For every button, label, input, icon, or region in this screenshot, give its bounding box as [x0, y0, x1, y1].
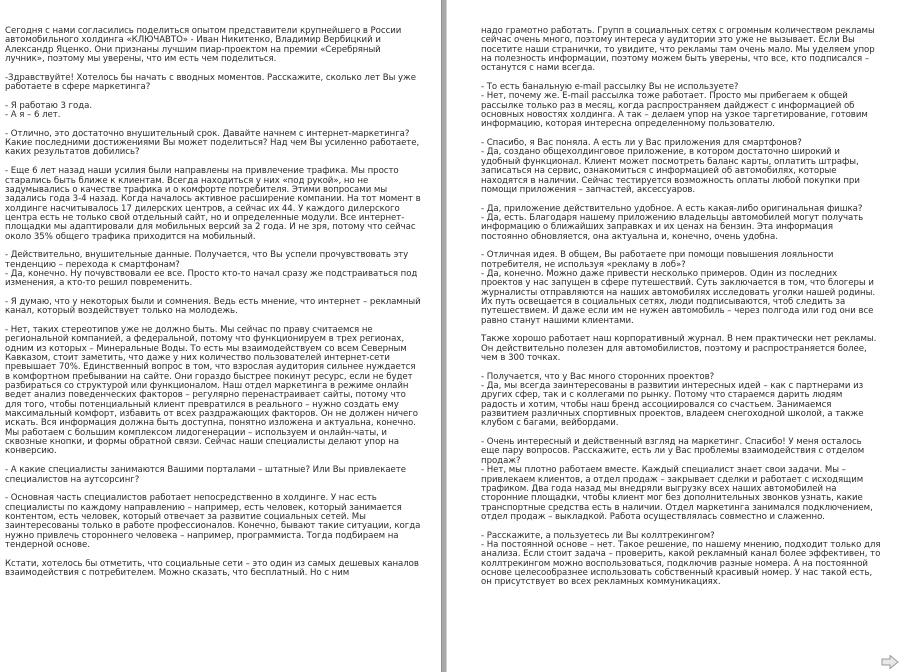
paragraph: - Я думаю, что у некоторых были и сомнения. Ведь есть мнение, что интернет – рекламный канал, который воздействует только на молодежь. — [5, 296, 424, 317]
next-page-arrow-icon — [881, 655, 899, 669]
paragraph: - Отлично, это достаточно внушительный срок. Давайте начнем с интернет-маркетинга? Какие последними достижениями Вы может поделиться? Над чем Вы усиленно работаете, каких результатов добились? — [5, 128, 422, 158]
next-page-arrow-icon[interactable] — [881, 654, 899, 668]
paragraph: - Я работаю 3 года. - А я – 6 лет. — [5, 100, 93, 121]
paragraph: - Основная часть специалистов работает непосредственно в холдинге. У нас есть специалисты по каждому направлению – например, есть человек, который занимается контентом, есть человек, который отвечает за развитие социальных сетей. Мы заинтересованы только в работе профессионалов. Конечно, бывают такие ситуации, когда нужно привлечь стороннего человека – например, программиста. Тогда подбираем на тендерной основе. — [5, 493, 423, 550]
paragraph: Сегодня с нами согласились поделиться опытом представители крупнейшего в России автомобильного холдинга «КЛЮЧАВТО» - Иван Никитенко, Владимир Вербицкий и Александр Яценко. Они признаны лучшим пиар-проектом на премии «Серебряный лучник», поэтому мы уверены, что им есть чем поделиться. — [5, 26, 404, 65]
paragraph: - Очень интересный и действенный взгляд на маркетинг. Спасибо! У меня осталось еще пару вопросов. Расскажите, есть ли у Вас проблемы взаимодействия с отделом продаж? - Нет, мы плотно работаем вместе. Каждый специалист знает свои задачи. Мы – привлекаем клиентов, а отдел продаж – закрывает сделки и работает с исходящим трафиком. Два года назад мы внедряли выгрузку всех наших автомобилей на сторонние площадки, чтобы клиент мог без дополнительных звонков узнать, какие транспортные средства есть в наличии. Отдел маркетинга занимался подключением, отдел продаж – выкладкой. Работа осуществлялась совместно и слаженно. — [481, 437, 873, 522]
paragraph: надо грамотно работать. Групп в социальных сетях с огромным количеством рекламы сейчас очень много, поэтому интереса у аудитории это уже не вызывает. Если Вы посетите наши странички, то увидите, что рекламы там очень мало. Мы уделяем упор на полезность информации, поэтому можем быть уверены, что все, кто подписался – останутся с нами всегда. — [481, 26, 878, 74]
paragraph: - То есть банальную e-mail рассылку Вы не используете? - Нет, почему же. E-mail рассылка тоже работает. Просто мы прибегаем к общей рассылке только раз в месяц, когда распространяем дайджест с информацией об основных новостях холдинга. А так – делаем упор на узкое таргетирование, готовим информацию, которая интересна определенному пользователю. — [481, 82, 868, 130]
paragraph: - Отличная идея. В общем, Вы работаете при помощи повышения лояльности потребителя, не используя «рекламу в лоб»? - Да, конечно. Можно даже привести несколько примеров. Один из последних проектов у нас запущен в сфере путешествий. Суть заключается в том, что блогеры и журналисты отправляются на наших автомобилях исследовать уголки нашей родины. Их путь освещается в социальных сетях, люди подписываются, чтоб следить за путешествием. И даже если им не нужен автомобиль – через полгода или год они все равно станут нашими клиентами. — [481, 250, 876, 326]
paragraph: Также хорошо работает наш корпоративный журнал. В нем практически нет рекламы. Он действительно полезен для автомобилистов, поэтому и распространяется более, чем в 300 точках. — [481, 334, 880, 364]
paragraph: - Расскажите, а пользуетесь ли Вы коллтрекингом? - На постоянной основе – нет. Такое решение, по нашему мнению, подходит только для анализа. Если стоит задача – проверить, какой рекламный канал более эффективен, то коллтрекингом можно воспользоваться, подключив разные номера. А на постоянной основе целесообразнее использовать собственный красивый номер. У нас такой есть, он присутствует во всех рекламных коммуникациях. — [481, 530, 881, 588]
left-page — [0, 0, 441, 672]
paragraph: - Нет, таких стереотипов уже не должно быть. Мы сейчас по праву считаемся не региональной компанией, а федеральной, потому что функционируем в трех регионах, одним из которых – Минеральные Воды. То есть мы взаимодействуем со всем Северным Кавказом, стоит заметить, что даже у них количество пользователей интернет-сети превышает 70%. Единственный вопрос в том, что взрослая аудитория сильнее нуждается в комфортном пребывании на сайте. Они гораздо быстрее покинут ресурс, если не будет разбираться со структурой или функционалом. Наш отдел маркетинга в режиме онлайн ведет анализ поведенческих факторов – регулярно перенастраивает сайты, потому что для того, чтобы потенциальный клиент превратился в реального – нужно создать ему максимальный комфорт, избавить от всех раздражающих факторов. Он не должен ничего искать. Вся информация должна быть доступна, понятно изложена и актуальна, конечно. Мы работаем с большим комплексом лидогенерации – используем и онлайн-чаты, и сквозные кнопки, и формы обратной связи. Сейчас наши специалисты делают упор на конверсию. — [5, 325, 421, 457]
paragraph: - Спасибо, я Вас поняла. А есть ли у Вас приложения для смартфонов? - Да, создано общехолдинговое приложение, в котором достаточно широкий и удобный функционал. Клиент может посмотреть баланс карты, оплатить штрафы, записаться на сервис, ознакомиться с информацией об автомобилях, которые находятся в наличии. Сейчас тестируется возможность оплаты любой покупки при помощи приложения – запчастей, аксессуаров. — [481, 138, 860, 195]
paragraph: - А какие специалисты занимаются Вашими порталами – штатные? Или Вы привлекаете специалистов на аутсорсинг? — [5, 465, 409, 485]
paragraph: - Еще 6 лет назад наши усилия были направлены на привлечение трафика. Мы просто старались быть ближе к клиентам. Всегда находиться у них «под рукой», но не задумывались о качестве трафика и о комфорте потребителя. Этими вопросами мы задались года 3-4 назад. Когда началось активное расширение компании. На тот момент в холдинге насчитывалось 17 дилерских центров, а сейчас их 44. У каждого дилерского центра есть не только свой отдельный сайт, но и определенные модули. Все интернет-площадки мы адаптировали для мобильных версий за 2 года. И не зря, потому что сейчас около 35% общего трафика приходится на мобильный. — [5, 166, 424, 242]
paragraph: - Действительно, внушительные данные. Получается, что Вы успели прочувствовать эту тенденцию – перехода к смартфонам? - Да, конечно. Ну почувствовали ее все. Просто кто-то начал сразу же подстраиваться под изменения, а кто-то решил повременить. — [5, 250, 418, 289]
paragraph: -Здравствуйте! Хотелось бы начать с вводных моментов. Расскажите, сколько лет Вы уже работаете в сфере маркетинга? — [5, 72, 419, 93]
paragraph: Кстати, хотелось бы отметить, что социальные сети – это один из самых дешевых каналов взаимодействия с потребителем. Можно сказать, что бесплатный. Но с ним — [5, 558, 422, 578]
right-page-text — [447, 0, 903, 597]
paragraph: - Да, приложение действительно удобное. А есть какая-либо оригинальная фишка? - Да, есть. Благодаря нашему приложению владельцы автомобилей могут получать информацию о ближайших заправках и их ценах на бензин. Эта информация постоянно обновляется, она актуальна и, конечно, очень удобна. — [481, 203, 864, 242]
right-page — [447, 0, 903, 672]
left-page-text — [0, 0, 441, 588]
paragraph: - Получается, что у Вас много сторонних проектов? - Да, мы всегда заинтересованы в развитии интересных идей – как с партнерами из других сфер, так и с коллегами по рынку. Потому что стараемся дарить людям радость и хотим, чтобы наш бренд ассоциировался со счастьем. Занимаемся развитием различных спортивных проектов, владеем снегоходной школой, а также клубом с багами, вейбордами. — [481, 371, 864, 429]
